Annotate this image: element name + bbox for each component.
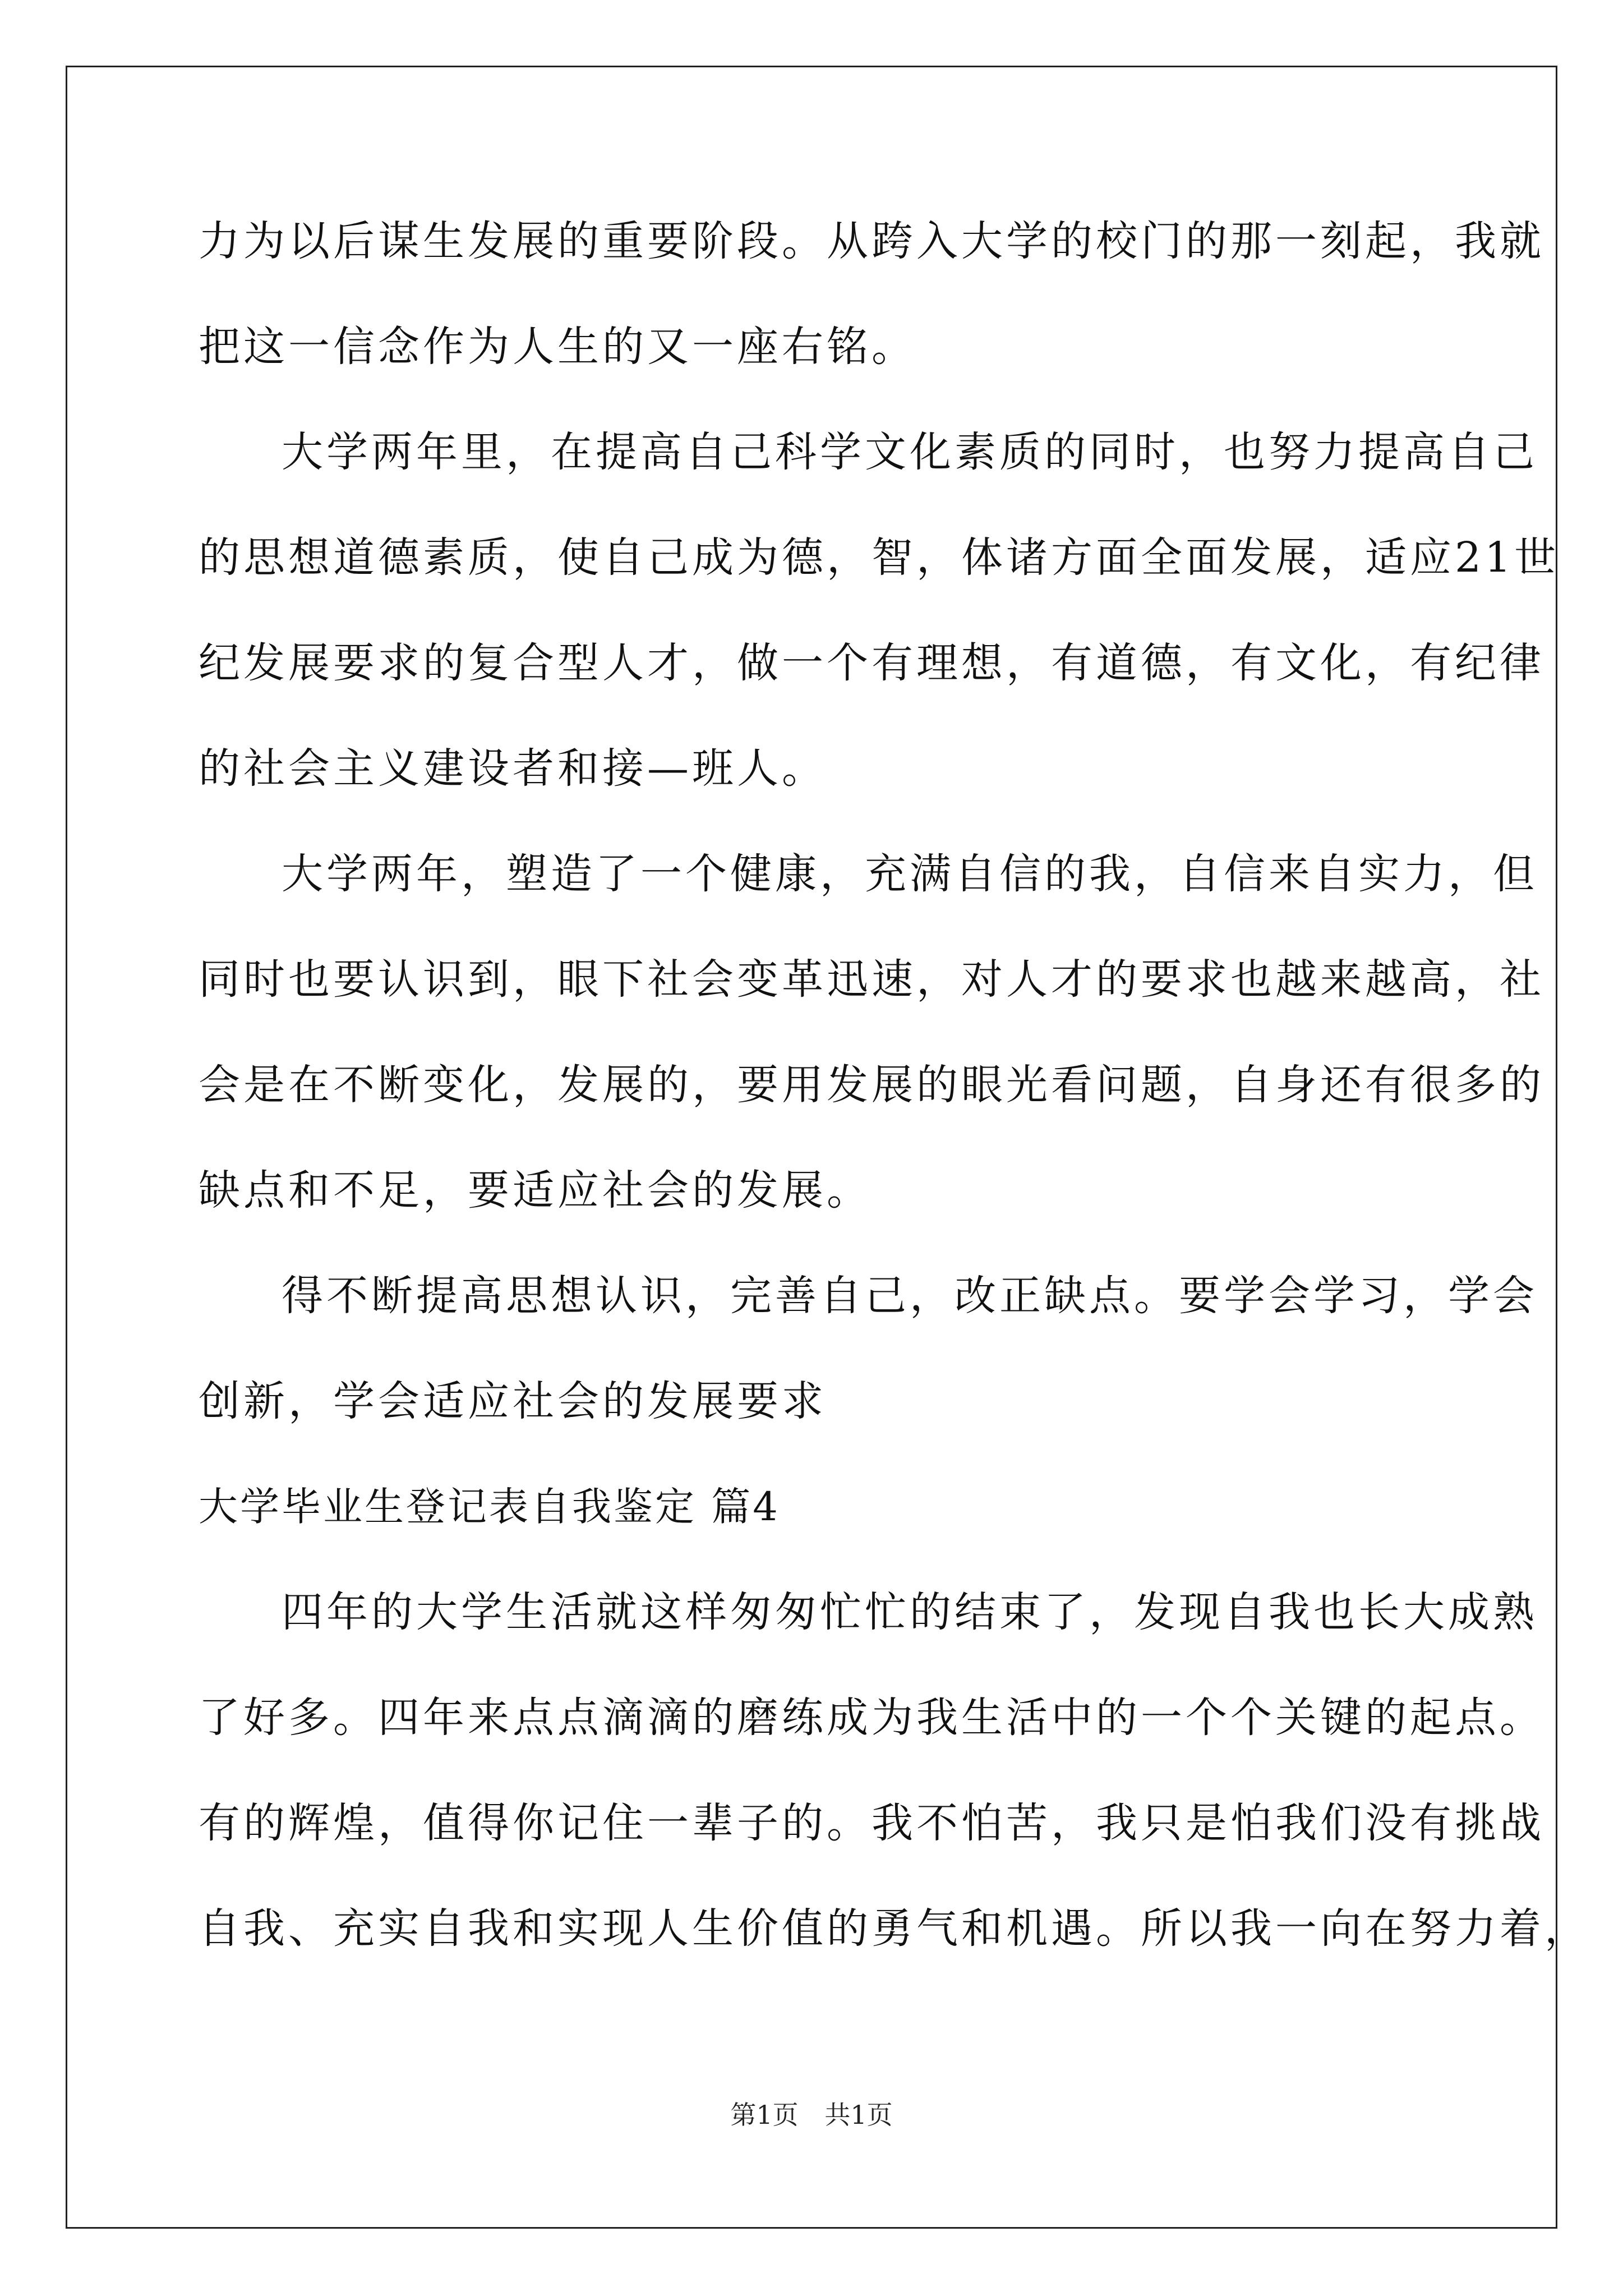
paragraph-start-line: 大学两年里，在提高自己科学文化素质的同时，也努力提高自己 bbox=[282, 428, 1538, 476]
text-line: 的社会主义建设者和接—班人。 bbox=[199, 744, 827, 793]
text-line: 缺点和不足，要适应社会的发展。 bbox=[199, 1166, 872, 1214]
paragraph-start-line: 四年的大学生活就这样匆匆忙忙的结束了，发现自我也长大成熟 bbox=[282, 1588, 1538, 1636]
paragraph-start-line: 大学两年，塑造了一个健康，充满自信的我，自信来自实力，但 bbox=[282, 850, 1538, 898]
page-total: 共1页 bbox=[824, 2100, 893, 2130]
text-line: 自我、充实自我和实现人生价值的勇气和机遇。所以我一向在努力着， bbox=[199, 1904, 1589, 1953]
text-line: 力为以后谋生发展的重要阶段。从跨入大学的校门的那一刻起，我就 bbox=[199, 217, 1544, 265]
text-line: 创新，学会适应社会的发展要求 bbox=[199, 1377, 827, 1425]
page-footer bbox=[0, 2098, 1623, 2132]
text-line: 同时也要认识到，眼下社会变革迅速，对人才的要求也越来越高，社 bbox=[199, 955, 1544, 1004]
paragraph-start-line: 得不断提高思想认识，完善自己，改正缺点。要学会学习，学会 bbox=[282, 1272, 1538, 1320]
section-heading: 大学毕业生登记表自我鉴定 篇4 bbox=[199, 1484, 780, 1530]
page-number: 第1页 bbox=[730, 2100, 799, 2130]
text-line: 有的辉煌，值得你记住一辈子的。我不怕苦，我只是怕我们没有挑战 bbox=[199, 1799, 1544, 1847]
text-line: 把这一信念作为人生的又一座右铭。 bbox=[199, 323, 916, 371]
text-line: 的思想道德素质，使自己成为德，智，体诸方面全面发展，适应21世 bbox=[199, 533, 1560, 582]
text-line: 了好多。四年来点点滴滴的磨练成为我生活中的一个个关键的起点。 bbox=[199, 1694, 1544, 1742]
text-line: 会是在不断变化，发展的，要用发展的眼光看问题，自身还有很多的 bbox=[199, 1061, 1544, 1109]
text-line: 纪发展要求的复合型人才，做一个有理想，有道德，有文化，有纪律 bbox=[199, 639, 1544, 687]
